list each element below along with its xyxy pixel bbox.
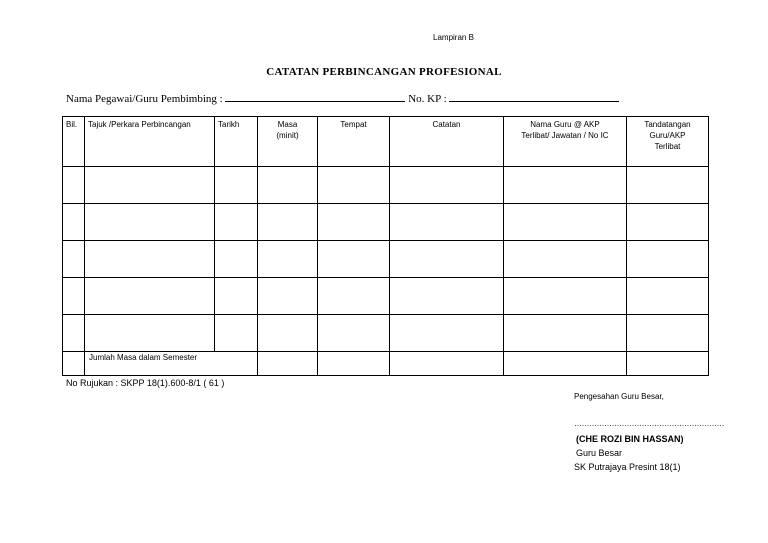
table-cell[interactable] xyxy=(258,167,318,204)
table-cell[interactable] xyxy=(627,167,709,204)
table-cell[interactable] xyxy=(215,315,258,352)
table-cell[interactable] xyxy=(85,167,215,204)
table-cell[interactable] xyxy=(63,315,85,352)
table-cell[interactable] xyxy=(63,204,85,241)
table-row xyxy=(63,204,709,241)
table-cell[interactable] xyxy=(85,315,215,352)
table-cell[interactable] xyxy=(390,278,504,315)
table-cell xyxy=(318,352,390,376)
table-cell[interactable] xyxy=(258,315,318,352)
table-cell[interactable] xyxy=(390,241,504,278)
total-value-cell[interactable] xyxy=(258,352,318,376)
reference-number: No Rujukan : SKPP 18(1).600-8/1 ( 61 ) xyxy=(66,378,225,388)
table-row xyxy=(63,278,709,315)
col-catatan: Catatan xyxy=(390,117,504,167)
table-cell[interactable] xyxy=(85,278,215,315)
table-cell[interactable] xyxy=(504,315,627,352)
table-cell[interactable] xyxy=(215,167,258,204)
table-cell[interactable] xyxy=(390,204,504,241)
col-bil: Bil. xyxy=(63,117,85,167)
col-tajuk: Tajuk /Perkara Perbincangan xyxy=(85,117,215,167)
table-cell[interactable] xyxy=(258,278,318,315)
kp-label: No. KP : xyxy=(408,93,447,105)
table-cell[interactable] xyxy=(504,278,627,315)
table-cell xyxy=(504,352,627,376)
table-cell[interactable] xyxy=(215,241,258,278)
table-cell[interactable] xyxy=(318,278,390,315)
table-row xyxy=(63,315,709,352)
table-cell[interactable] xyxy=(318,204,390,241)
table-row xyxy=(63,241,709,278)
table-cell[interactable] xyxy=(504,167,627,204)
table-cell[interactable] xyxy=(63,167,85,204)
signature-line: …………………………………………………… xyxy=(574,419,724,428)
name-label: Nama Pegawai/Guru Pembimbing : xyxy=(66,93,223,105)
kp-field[interactable] xyxy=(449,92,619,102)
table-cell[interactable] xyxy=(318,315,390,352)
table-cell[interactable] xyxy=(504,204,627,241)
headmaster-position: Guru Besar xyxy=(576,448,623,458)
table-cell[interactable] xyxy=(627,204,709,241)
table-cell[interactable] xyxy=(258,241,318,278)
table-row xyxy=(63,167,709,204)
pengesahan-label: Pengesahan Guru Besar, xyxy=(574,392,664,401)
table-cell[interactable] xyxy=(627,241,709,278)
col-masa: Masa (minit) xyxy=(258,117,318,167)
total-label: Jumlah Masa dalam Semester xyxy=(85,352,258,376)
table-cell[interactable] xyxy=(215,204,258,241)
table-cell[interactable] xyxy=(504,241,627,278)
table-cell xyxy=(627,352,709,376)
lampiran-label: Lampiran B xyxy=(433,33,474,42)
table-cell[interactable] xyxy=(627,315,709,352)
total-row xyxy=(63,352,709,376)
table-cell xyxy=(390,352,504,376)
headmaster-name: (CHE ROZI BIN HASSAN) xyxy=(576,434,684,444)
table-cell[interactable] xyxy=(390,167,504,204)
table-cell[interactable] xyxy=(63,241,85,278)
table-cell[interactable] xyxy=(318,167,390,204)
col-nama-guru: Nama Guru @ AKP Terlibat/ Jawatan / No IC xyxy=(504,117,627,167)
table-header-row xyxy=(63,117,709,167)
table-cell[interactable] xyxy=(63,278,85,315)
table-cell[interactable] xyxy=(627,278,709,315)
table-cell xyxy=(63,352,85,376)
school-name: SK Putrajaya Presint 18(1) xyxy=(574,462,681,472)
table-cell[interactable] xyxy=(258,204,318,241)
col-tarikh: Tarikh xyxy=(215,117,258,167)
page-title: CATATAN PERBINCANGAN PROFESIONAL xyxy=(266,66,502,78)
table-cell[interactable] xyxy=(318,241,390,278)
table-cell[interactable] xyxy=(390,315,504,352)
table-cell[interactable] xyxy=(85,204,215,241)
col-tempat: Tempat xyxy=(318,117,390,167)
col-tandatangan: Tandatangan Guru/AKP Terlibat xyxy=(627,117,709,167)
name-field[interactable] xyxy=(225,92,405,102)
name-kp-line xyxy=(66,92,619,105)
table-cell[interactable] xyxy=(85,241,215,278)
discussion-table xyxy=(62,116,709,376)
table-cell[interactable] xyxy=(215,278,258,315)
